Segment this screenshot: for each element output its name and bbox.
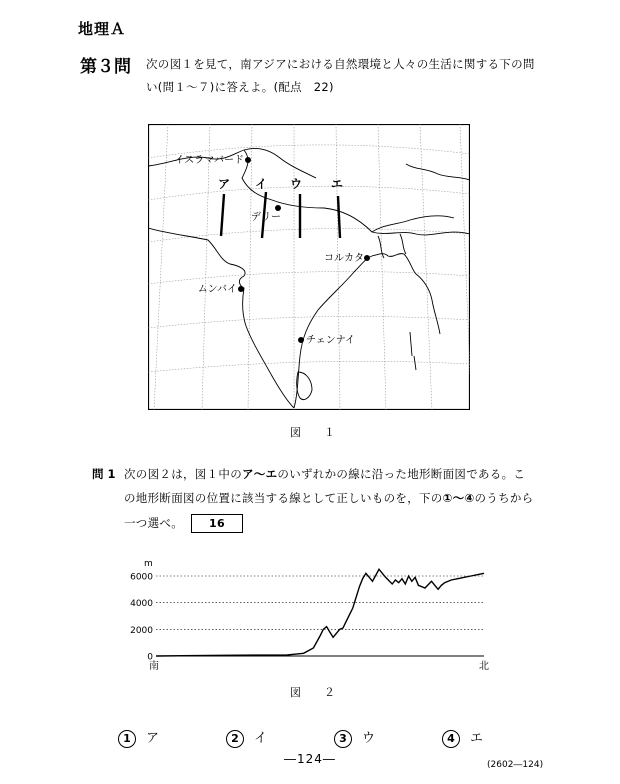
- option-1[interactable]: 1 ア: [118, 727, 159, 748]
- q1-line1: 次の図２は，図１中のア～エのいずれかの線に沿った地形断面図である。こ: [124, 467, 526, 481]
- y-tick-label-2000: 2000: [130, 625, 153, 636]
- city-delhi: デリー: [251, 212, 281, 223]
- option-4[interactable]: 4 エ: [442, 727, 483, 748]
- city-kolkata: コルカタ: [324, 253, 364, 264]
- figure2-caption: 図 ２: [290, 686, 341, 699]
- option-3[interactable]: 3 ウ: [334, 727, 375, 748]
- y-unit-label: m: [144, 559, 153, 569]
- city-marker-chennai: [298, 337, 304, 343]
- line-label-a: ア: [217, 177, 231, 191]
- y-tick-label-0: 0: [147, 652, 153, 663]
- city-marker-mumbai: [238, 286, 244, 292]
- x-left-label: 南: [149, 661, 159, 672]
- city-marker-delhi: [275, 205, 281, 211]
- line-label-i: イ: [254, 177, 268, 191]
- answer-box-16[interactable]: 16: [191, 514, 243, 533]
- city-marker-islamabad: [245, 157, 251, 163]
- y-tick-label-4000: 4000: [130, 599, 153, 610]
- south-asia-map: [148, 124, 470, 410]
- q1-label: 問 1: [92, 467, 116, 481]
- chart-grid: [156, 576, 484, 656]
- option-2[interactable]: 2 イ: [226, 727, 267, 748]
- exam-code: (2602―124): [487, 760, 544, 770]
- page-number: ―124―: [284, 752, 336, 766]
- profile-series-line: [156, 569, 484, 656]
- line-label-u: ウ: [289, 177, 303, 191]
- q1-line2: の地形断面図の位置に該当する線として正しいものを，下の①～④のうちから: [124, 491, 534, 505]
- q1-line3: 一つ選べ。 16: [124, 514, 243, 533]
- question-text-line2: い(問１～７)に答えよ。(配点 22): [146, 80, 334, 94]
- city-mumbai: ムンバイ: [197, 284, 237, 295]
- y-tick-label-6000: 6000: [130, 572, 153, 583]
- question-text-line1: 次の図１を見て，南アジアにおける自然環境と人々の生活に関する下の問: [146, 57, 535, 71]
- city-marker-kolkata: [364, 255, 370, 261]
- subject-title: 地理Ａ: [78, 20, 127, 38]
- x-right-label: 北: [479, 661, 489, 672]
- city-chennai: チェンナイ: [306, 335, 355, 346]
- city-islamabad: イスラマバード: [174, 155, 244, 166]
- figure1-caption: 図 １: [290, 426, 341, 439]
- elevation-profile-chart: [120, 556, 500, 674]
- line-label-e: エ: [330, 177, 344, 191]
- question-number: 第３問: [80, 57, 131, 77]
